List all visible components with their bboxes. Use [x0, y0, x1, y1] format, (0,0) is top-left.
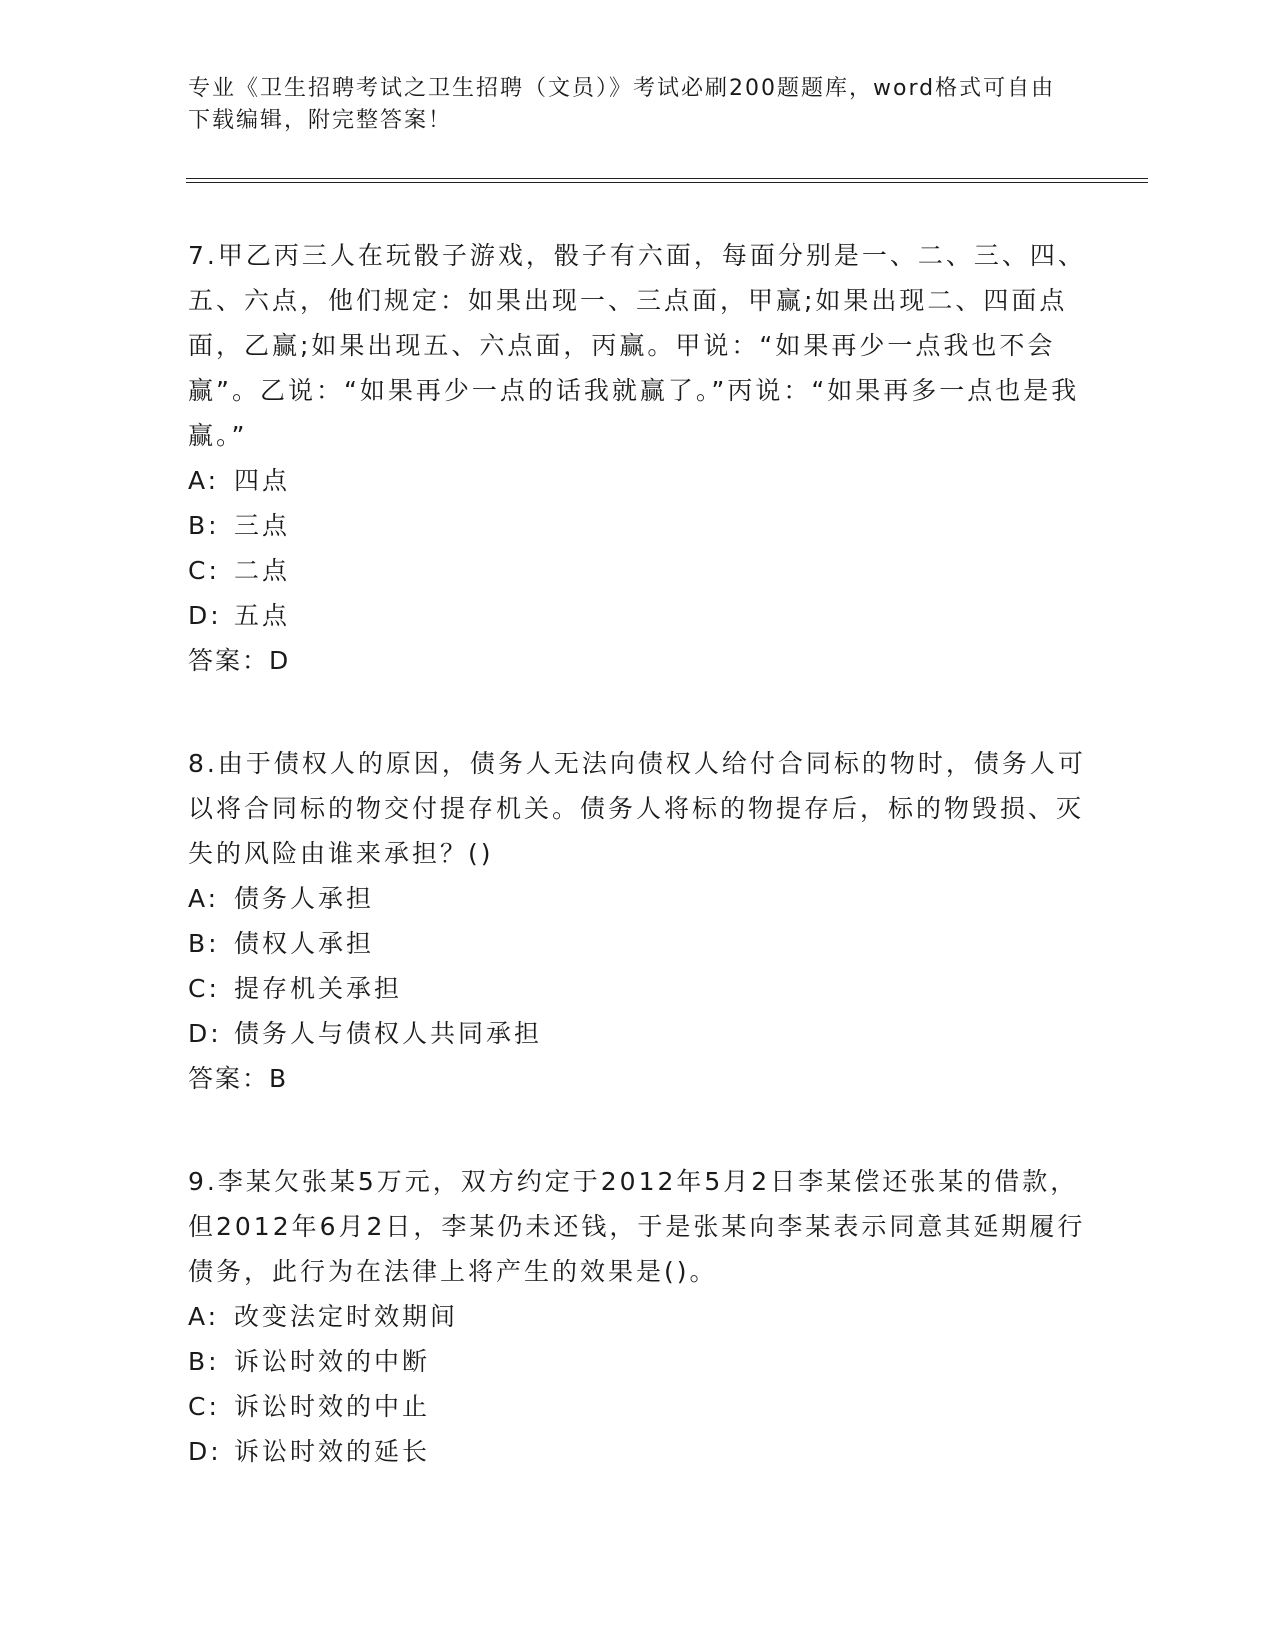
option-d	[188, 593, 1088, 638]
option-c	[188, 1384, 1088, 1429]
option-key: A:	[188, 884, 220, 913]
option-text: 诉讼时效的延长	[234, 1437, 431, 1466]
option-key: B:	[188, 929, 220, 958]
option-text: 三点	[234, 511, 291, 540]
option-text: 诉讼时效的中断	[234, 1347, 431, 1376]
option-text: 改变法定时效期间	[234, 1302, 459, 1331]
option-text: 二点	[234, 556, 291, 585]
option-text: 诉讼时效的中止	[234, 1392, 431, 1421]
option-key: A:	[188, 466, 220, 495]
option-text: 债权人承担	[234, 929, 375, 958]
option-d	[188, 1011, 1088, 1056]
option-text: 债务人与债权人共同承担	[234, 1019, 543, 1048]
question-text: 7.甲乙丙三人在玩骰子游戏，骰子有六面，每面分别是一、二、三、四、五、六点，他们规定：如果出现一、三点面，甲赢;如果出现二、四面点面，乙赢;如果出现五、六点面，丙赢。甲说：“如果再少一点我也不会赢”。乙说：“如果再少一点的话我就赢了。”丙说：“如果再多一点也是我赢。”	[188, 241, 1086, 450]
document-header	[188, 73, 1068, 137]
option-key: B:	[188, 1347, 220, 1376]
option-key: D:	[188, 1019, 222, 1048]
option-b	[188, 921, 1088, 966]
header-divider-bottom	[186, 182, 1148, 183]
question-text: 8.由于债权人的原因，债务人无法向债权人给付合同标的物时，债务人可以将合同标的物交付提存机关。债务人将标的物提存后，标的物毁损、灭失的风险由谁来承担？()	[188, 749, 1086, 868]
option-d	[188, 1429, 1088, 1474]
option-text: 提存机关承担	[234, 974, 403, 1003]
option-a	[188, 458, 1088, 503]
option-key: C:	[188, 1392, 220, 1421]
option-text: 四点	[234, 466, 291, 495]
question-7	[188, 233, 1088, 683]
option-a	[188, 876, 1088, 921]
option-c	[188, 548, 1088, 593]
option-key: C:	[188, 556, 220, 585]
header-intro-text: 专业《卫生招聘考试之卫生招聘（文员）》考试必刷200题题库，word格式可自由下载编辑，附完整答案！	[188, 76, 1056, 133]
option-c	[188, 966, 1088, 1011]
question-9	[188, 1159, 1088, 1474]
question-list	[188, 233, 1088, 1532]
option-key: D:	[188, 1437, 222, 1466]
option-b	[188, 1339, 1088, 1384]
option-text: 五点	[234, 601, 291, 630]
header-divider-top	[186, 178, 1148, 179]
question-8	[188, 741, 1088, 1101]
option-b	[188, 503, 1088, 548]
option-key: A:	[188, 1302, 220, 1331]
answer-line: 答案：B	[188, 1064, 289, 1093]
option-key: B:	[188, 511, 220, 540]
option-key: C:	[188, 974, 220, 1003]
option-key: D:	[188, 601, 222, 630]
option-a	[188, 1294, 1088, 1339]
question-text: 9.李某欠张某5万元，双方约定于2012年5月2日李某偿还张某的借款，但2012年6月2日，李某仍未还钱，于是张某向李某表示同意其延期履行债务，此行为在法律上将产生的效果是()。	[188, 1167, 1086, 1286]
answer-line: 答案：D	[188, 646, 291, 675]
option-text: 债务人承担	[234, 884, 375, 913]
